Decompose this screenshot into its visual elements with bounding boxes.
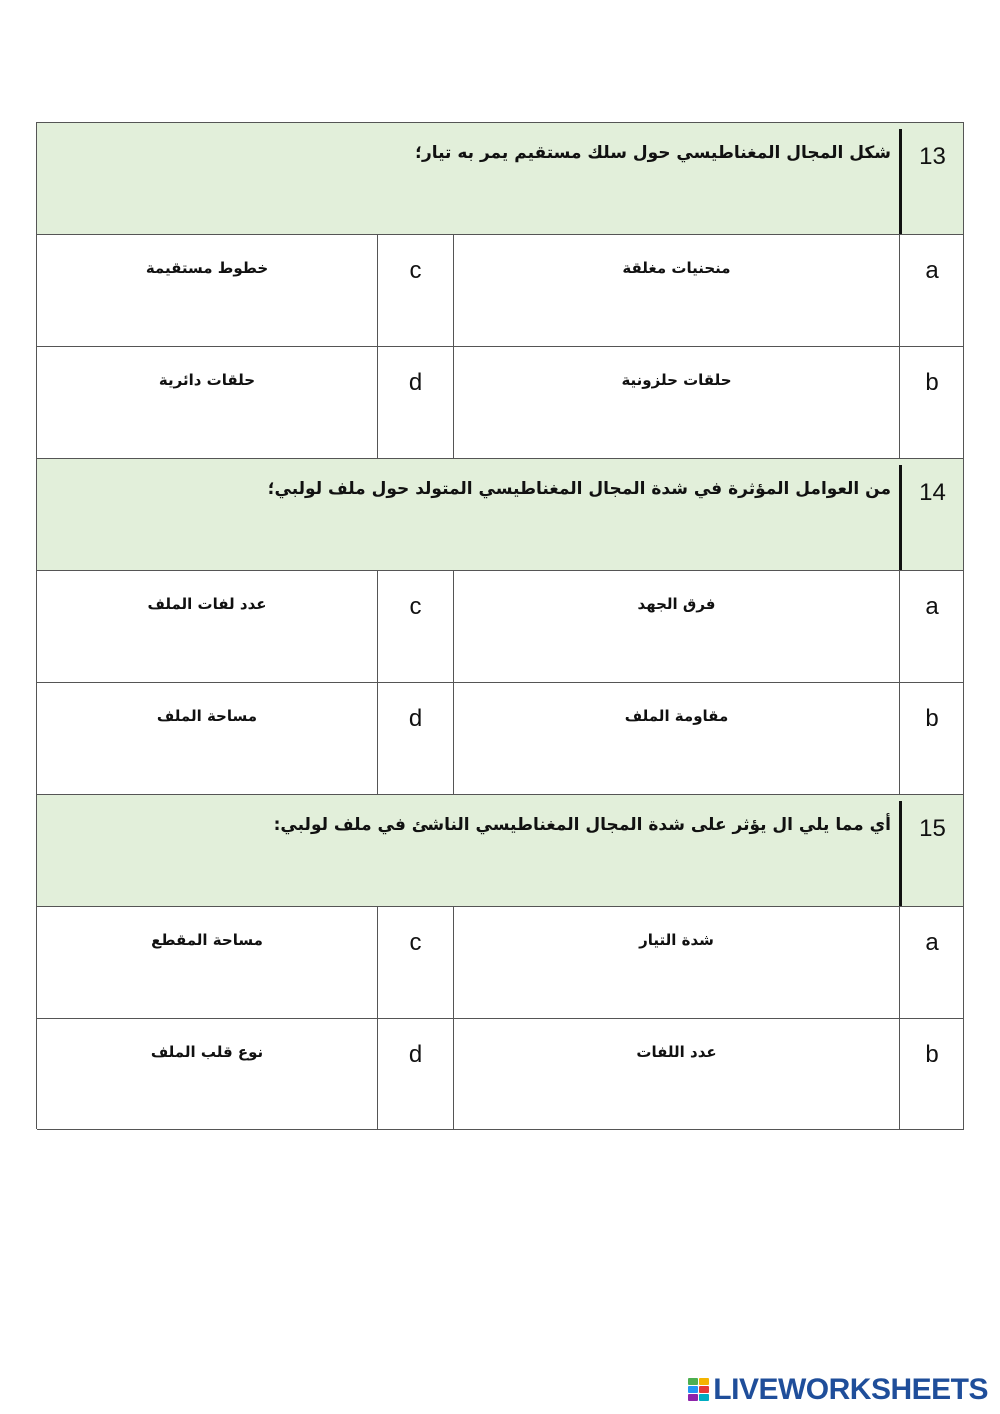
liveworksheets-brand: [688, 1374, 988, 1406]
option-a[interactable]: [453, 907, 899, 1018]
option-letter-cell: [899, 683, 964, 794]
option-text: خطوط مستقيمة: [145, 259, 269, 277]
question-number: 13: [919, 143, 946, 170]
option-letter: b: [925, 369, 939, 396]
option-letter: d: [408, 369, 423, 396]
option-letter: c: [409, 593, 422, 620]
logo-block: [688, 1394, 698, 1401]
option-letter: a: [925, 257, 939, 284]
option-d[interactable]: [37, 347, 377, 458]
option-letter: b: [925, 1041, 939, 1068]
question-row-15: [37, 795, 964, 907]
option-a[interactable]: [453, 571, 899, 682]
option-letter-cell: [377, 907, 453, 1018]
option-letter-cell: [899, 571, 964, 682]
option-text: مساحة المقطع: [151, 931, 263, 949]
answer-row: [37, 907, 964, 1019]
question-row-14: [37, 459, 964, 571]
option-letter-cell: [377, 347, 453, 458]
option-a[interactable]: [453, 235, 899, 346]
question-text: من العوامل المؤثرة في شدة المجال المغناطيسي المتولد حول ملف لولبي؛: [267, 479, 891, 499]
question-number: 15: [919, 815, 946, 842]
answer-row: [37, 571, 964, 683]
option-c[interactable]: [37, 235, 377, 346]
logo-block: [699, 1378, 709, 1385]
quiz-table: [36, 122, 964, 1129]
question-number-cell: [899, 129, 963, 234]
option-text: مقاومة الملف: [624, 707, 729, 725]
option-text: حلقات دائرية: [158, 371, 256, 389]
option-text: فرق الجهد: [637, 595, 716, 613]
option-letter: c: [409, 257, 422, 284]
question-text: شكل المجال المغناطيسي حول سلك مستقيم يمر به تيار؛: [415, 143, 891, 163]
option-text: نوع قلب الملف: [150, 1043, 264, 1061]
option-letter: a: [925, 593, 939, 620]
option-b[interactable]: [453, 347, 899, 458]
answer-row: [37, 683, 964, 795]
option-letter-cell: [377, 683, 453, 794]
option-c[interactable]: [37, 907, 377, 1018]
option-letter: d: [408, 705, 423, 732]
option-text: حلقات حلزونية: [621, 371, 732, 389]
option-letter-cell: [377, 571, 453, 682]
liveworksheets-logo-icon: [688, 1378, 710, 1402]
option-letter: d: [408, 1041, 423, 1068]
option-letter-cell: [377, 1019, 453, 1129]
option-text: منحنيات مغلقة: [622, 259, 731, 277]
brand-name: LIVEWORKSHEETS: [713, 1373, 988, 1406]
question-text: أي مما يلي ال يؤثر على شدة المجال المغناطيسي الناشئ في ملف لولبي:: [273, 815, 891, 835]
answer-row: [37, 235, 964, 347]
option-b[interactable]: [453, 683, 899, 794]
option-d[interactable]: [37, 1019, 377, 1129]
logo-block: [699, 1394, 709, 1401]
option-c[interactable]: [37, 571, 377, 682]
logo-block: [688, 1386, 698, 1393]
question-number-cell: [899, 465, 963, 570]
option-letter: b: [925, 705, 939, 732]
logo-block: [699, 1386, 709, 1393]
option-b[interactable]: [453, 1019, 899, 1129]
answer-row: [37, 347, 964, 459]
question-number: 14: [919, 479, 946, 506]
option-letter: a: [925, 929, 939, 956]
option-text: مساحة الملف: [156, 707, 258, 725]
option-letter-cell: [899, 235, 964, 346]
option-letter: c: [409, 929, 422, 956]
option-text: عدد اللفات: [636, 1043, 717, 1061]
option-d[interactable]: [37, 683, 377, 794]
option-letter-cell: [377, 235, 453, 346]
question-number-cell: [899, 801, 963, 906]
option-letter-cell: [899, 907, 964, 1018]
logo-block: [688, 1378, 698, 1385]
answer-row: [37, 1019, 964, 1130]
option-text: شدة التيار: [639, 931, 714, 949]
option-letter-cell: [899, 347, 964, 458]
option-text: عدد لفات الملف: [147, 595, 267, 613]
option-letter-cell: [899, 1019, 964, 1129]
question-row-13: [37, 123, 964, 235]
